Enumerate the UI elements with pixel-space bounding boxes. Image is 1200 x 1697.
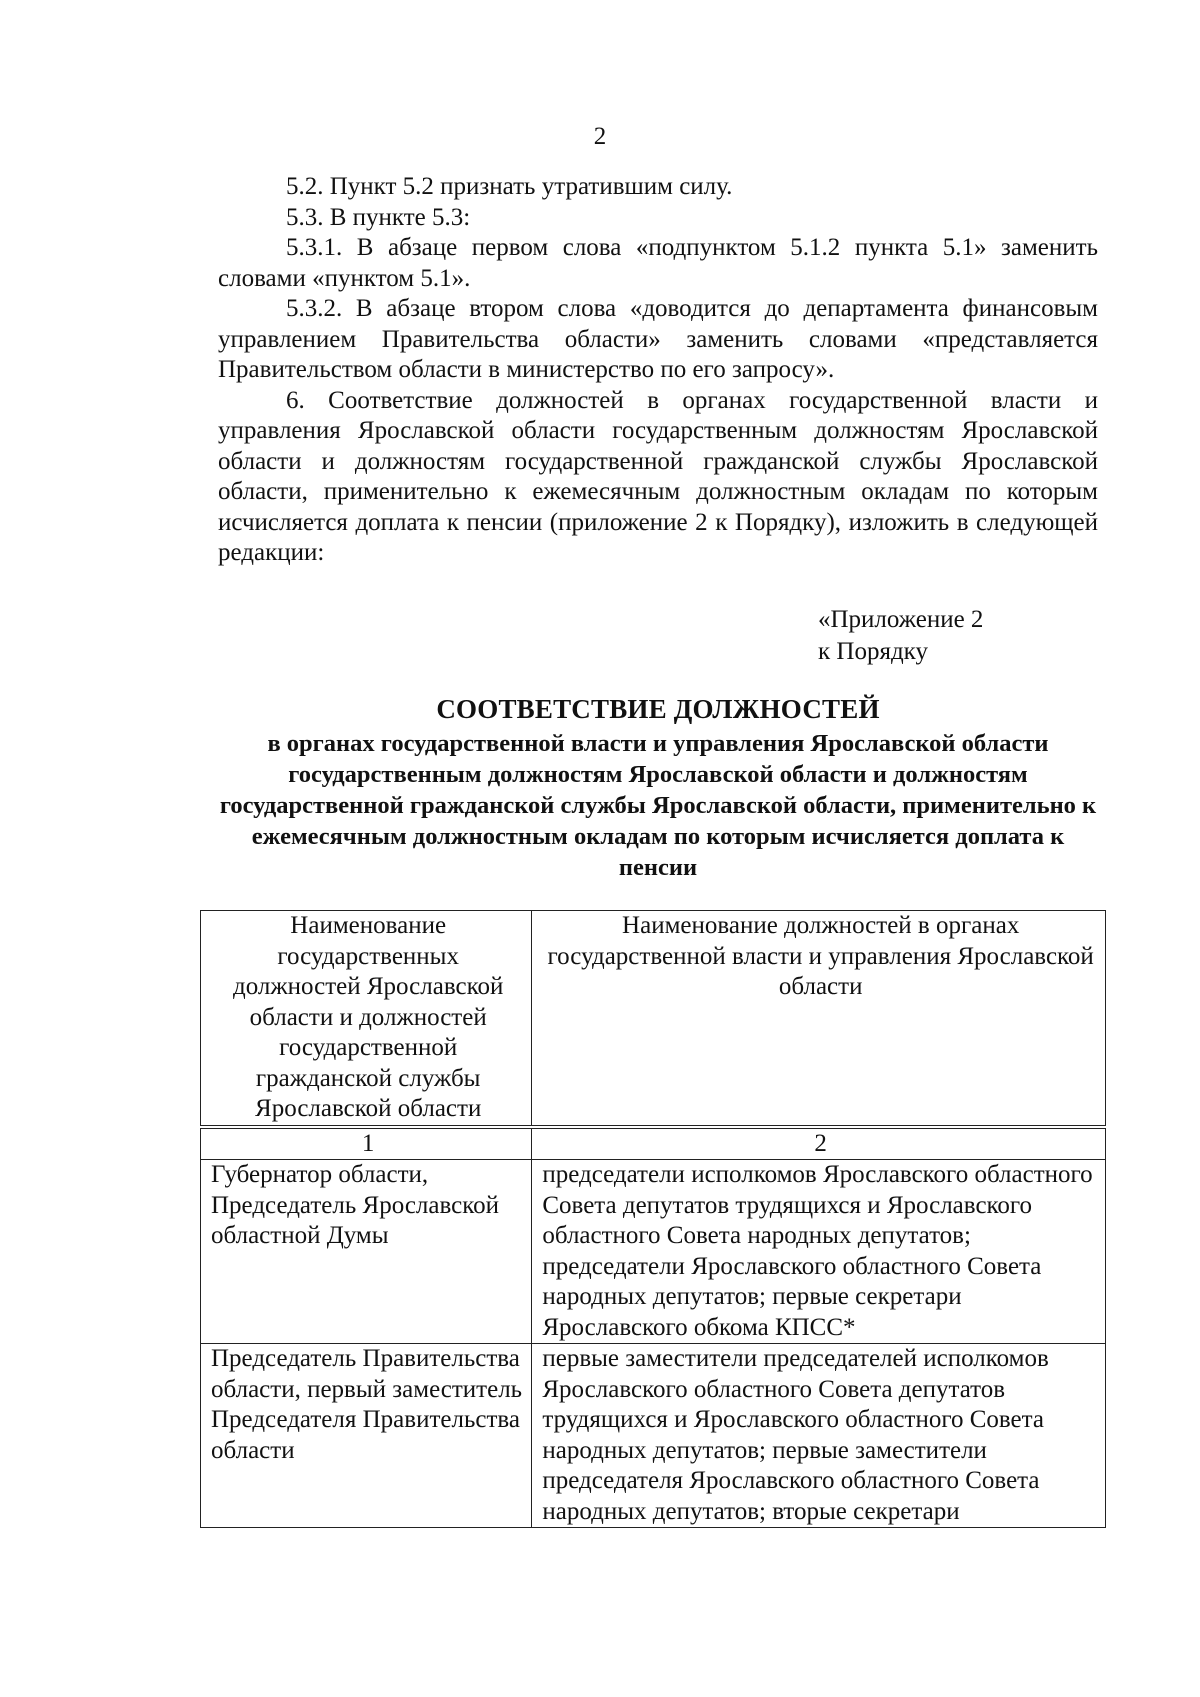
table-cell: Председатель Правительства области, первый заместитель Председателя Правительства области: [201, 1344, 532, 1528]
table-column-number-row: [201, 1127, 1106, 1160]
table-row: [201, 1344, 1106, 1528]
appendix-ref-line1: «Приложение 2: [818, 606, 984, 633]
table-header-cell: [532, 911, 1106, 1127]
column-number-2: 2: [532, 1127, 1106, 1160]
title-subtitle: в органах государственной власти и управления Ярославской области государственным должностям Ярославской области и должностям государственной гражданской службы Ярославской области, применительно к ежемесячным должностным окладам по которым исчисляется доплата к пенсии: [219, 730, 1097, 881]
table-row: [201, 1160, 1106, 1344]
appendix-ref-line2: к Порядку: [818, 638, 928, 665]
title-main: СООТВЕТСТВИЕ ДОЛЖНОСТЕЙ: [436, 694, 880, 724]
body-text: [218, 172, 1098, 569]
table-cell: Губернатор области, Председатель Ярославской областной Думы: [201, 1160, 532, 1344]
paragraph-6: 6. Соответствие должностей в органах государственной власти и управления Ярославской области государственным должностям Ярославской области и должностям государственной гражданской службы Ярославской области, применительно к ежемесячным должностным окладам по которым исчисляется доплата к пенсии (приложение 2 к Порядку), изложить в следующей редакции:: [218, 386, 1098, 566]
column-number-1: 1: [201, 1127, 532, 1160]
header-col-1-text: Наименование государственных должностей Ярославской области и должностей государственной гражданской службы Ярославской области: [232, 912, 504, 1122]
appendix-reference: [818, 604, 983, 668]
page-number: 2: [593, 123, 607, 150]
table-cell: председатели исполкомов Ярославского областного Совета депутатов трудящихся и Ярославского областного Совета народных депутатов; председатели Ярославского областного Совета народных депутатов; первые секретари Ярославского обкома КПСС*: [532, 1160, 1106, 1344]
paragraph-5-3-1: 5.3.1. В абзаце первом слова «подпунктом 5.1.2 пункта 5.1» заменить словами «пунктом 5.1».: [218, 234, 1098, 292]
paragraph-5-3: 5.3. В пункте 5.3:: [286, 203, 471, 231]
table-cell: первые заместители председателей исполкомов Ярославского областного Совета депутатов трудящихся и Ярославского областного Совета народных депутатов; первые заместители председателя Ярославского областного Совета народных депутатов; вторые секретари: [532, 1344, 1106, 1528]
table-header-row: [201, 911, 1106, 1127]
table-header-cell: [201, 911, 532, 1127]
correspondence-table: [200, 910, 1106, 1528]
document-title: [218, 692, 1098, 883]
paragraph-5-3-2: 5.3.2. В абзаце втором слова «доводится до департамента финансовым управлением Правительства области» заменить словами «представляется Правительством области в министерство по его запросу».: [218, 295, 1098, 383]
paragraph-5-2: 5.2. Пункт 5.2 признать утратившим силу.: [286, 173, 733, 200]
header-col-2-text: Наименование должностей в органах государственной власти и управления Ярославской области: [547, 912, 1094, 1000]
